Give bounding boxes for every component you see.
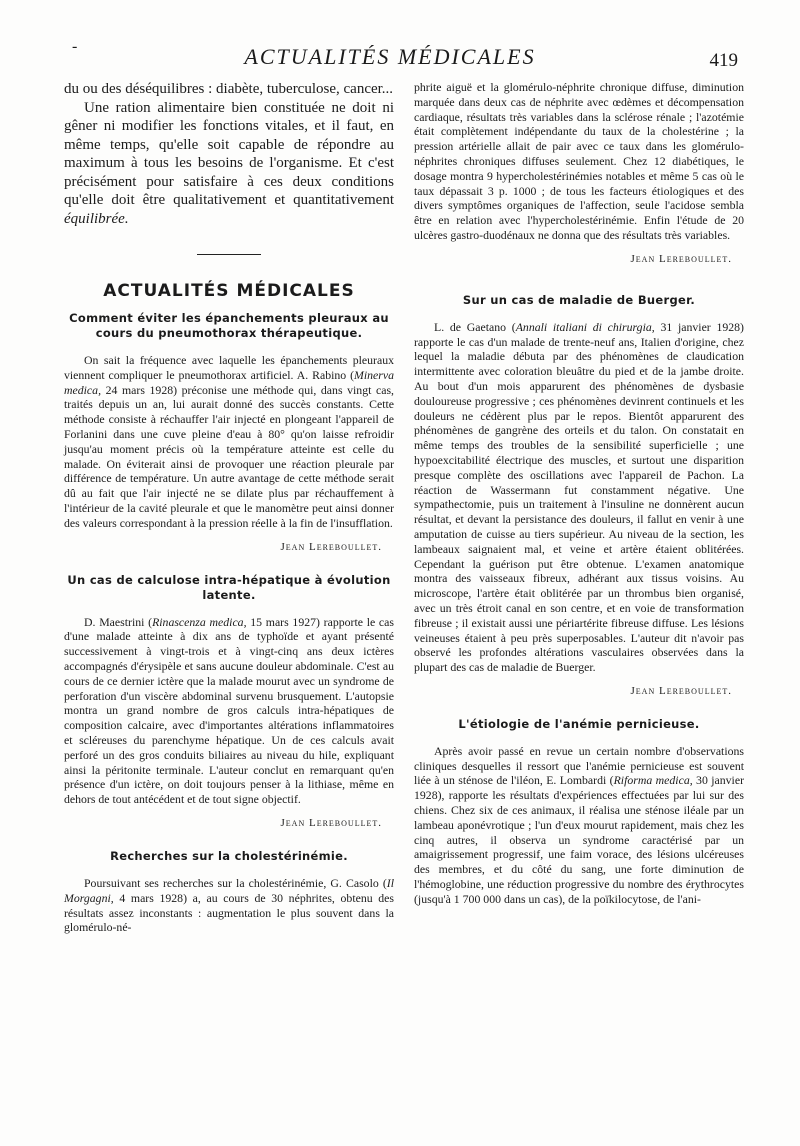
article-pleural (64, 353, 394, 553)
page-number: 419 (709, 50, 738, 71)
article-buerger (414, 320, 744, 697)
author-signature: Jean Lereboullet. (630, 252, 732, 265)
article-cholesterinemie-continued (414, 80, 744, 265)
left-column (64, 80, 394, 935)
header-mark: - (72, 38, 78, 55)
article-anemie (414, 744, 744, 907)
article-title-anemie: L'étiologie de l'anémie pernicieuse. (458, 716, 700, 731)
article-cholesterinemie-body: Poursuivant ses recherches sur la cholestérinémie, G. Casolo (Il Morgagni, 4 mars 1928) a, au cours de 30 néphrites, obtenu des résultats assez inconstants : augmentation le plus souvent dans la glomérulo-né- (64, 875, 394, 935)
intro-paragraph-2: Une ration alimentaire bien constituée ne doit ni gêner ni modifier les fonctions vitales, et il faut, en même temps, qu'elle soit capable de répondre au maximum à tous les besoins de l'organisme. Et c'est précisément pour satisfaire à ces deux conditions qu'elle doit être qualitativement et quantitativement équilibrée. (64, 99, 394, 227)
section-main-heading: ACTUALITÉS MÉDICALES (103, 281, 355, 301)
intro-paragraph-1: du ou des déséquilibres : diabète, tuberculose, cancer... (64, 81, 394, 97)
article-title-pleural: Comment éviter les épanchements pleuraux au cours du pneumothorax thérapeutique. (69, 311, 389, 340)
article-buerger-body: L. de Gaetano (Annali italiani di chirurgia, 31 janvier 1928) rapporte le cas d'un malade de trente-neuf ans, Italien d'origine, chez lequel la maladie débuta par des phénomènes de claudication intermittente avec coloration bleuâtre du pied et de la jambe droite. Au bout d'un mois apparurent des phénomènes de dysbasie douloureuse progressive ; ces phénomènes devinrent continuels et les douleurs ne cédèrent plus par le repos. Bientôt apparurent des phénomènes de gangrène des orteils et du talon. On constatait en même temps des troubles de la sensibilité superficielle ; une hypoexcitabilité électrique des muscles, et surtout une disparition presque complète des oscillations avec l'appareil de Pachon. La réaction de Wassermann fut constamment négative. Une sympathectomie, puis un traitement à l'insuline ne donnèrent aucun résultat, et devant la persistance des douleurs, il fallut en venir à une amputation de cuisse au tiers supérieur. Au niveau de la section, les lambeaux saignaient mal, et veine et artère étaient oblitérées. Cependant la guérison put être obtenue. L'examen anatomique montra des vaisseaux fibreux, adhérant aux tissus voisins. Au microscope, l'artère était oblitérée par un thrombus bien organisé, avec un très étroit canal en son centre, et en voie de transformation fibreuse ; il existait aussi une périartérite fibreuse diffuse. Les lésions veineuses étaient à peu près superposables. L'auteur dit n'avoir pas observé les profondes altérations vasculaires observées dans la plupart des cas de maladie de Buerger. (414, 319, 744, 675)
article-cholesterinemie (64, 876, 394, 935)
article-calculose-body: D. Maestrini (Rinascenza medica, 15 mars 1927) rapporte le cas d'une malade atteinte à dix ans de typhoïde et ayant présenté successivement à vingt-trois et à vingt-cinq ans deux ictères accompagnés d'érysipèle et sans aucune douleur abdominale. C'est au cours de ce dernier ictère que la malade mourut avec un syndrome de perforation d'un viscère abdominal survenu brusquement. L'autopsie montra un grand nombre de gros calculs intra-hépatiques de composition calcaire, avec d'importantes altérations inflammatoires et scléreuses du parenchyme hépatique. Un de ces calculs avait perforé un des gros conduits biliaires au niveau du hile, expliquant ainsi la péritonite terminale. L'auteur conclut en remarquant qu'en présence d'un ictère, on doit toujours penser à la lithiase, même en dehors de tout antécédent et de tout signe objectif. (64, 614, 394, 807)
article-cholesterinemie-continued-body: phrite aiguë et la glomérulo-néphrite chronique diffuse, diminution marquée dans deux cas de néphrite avec œdèmes et décompensation cardiaque, résultats très variables dans la sclérose rénale ; l'azotémie était complètement indépendante du taux de la cholestérine ; la pression artérielle allait de pair avec ce taux dans les glomérulo-néphrites chroniques diffuses seulement. Chez 12 diabétiques, le dosage montra 9 hypercholestérinémies notables et même 5 cas où le taux dépassait 3 p. 1000 ; de tous les facteurs étiologiques et des divers symptômes organiques de l'affection, seule l'acidose sembla être en relation avec l'hypercholestérinémie. Enfin l'étude de 20 ulcères gastro-duodénaux ne donna que des résultats très variables. (414, 80, 744, 242)
right-column (414, 80, 744, 907)
author-signature: Jean Lereboullet. (280, 816, 382, 829)
article-title-cholesterinemie: Recherches sur la cholestérinémie. (110, 848, 348, 863)
intro-section (64, 80, 394, 228)
author-signature: Jean Lereboullet. (630, 684, 732, 697)
article-title-calculose: Un cas de calculose intra-hépatique à évolution latente. (67, 572, 391, 602)
article-title-buerger: Sur un cas de maladie de Buerger. (462, 292, 696, 307)
author-signature: Jean Lereboullet. (280, 540, 382, 553)
article-anemie-body: Après avoir passé en revue un certain nombre d'observations cliniques desquelles il ressort que l'anémie pernicieuse est souvent liée à un sténose de l'iléon, E. Lombardi (Riforma medica, 30 janvier 1928), rapporte les résultats d'expériences effectuées par lui sur des chiens. Chez six de ces animaux, il réalisa une sténose iléale par un lambeau aponévrotique ; l'un d'eux mourut rapidement, mais chez les cinq autres, il observa un syndrome caractérisé par un amaigrissement progressif, une faim vorace, des lésions ulcéreuses des membres, et du côté du sang, une forte diminution de l'hémoglobine, une réduction progressive du nombre des érythrocytes (jusqu'à 1 700 000 dans un cas), de la poïkilocytose, de l'ani- (414, 743, 745, 906)
article-pleural-body: On sait la fréquence avec laquelle les épanchements pleuraux viennent compliquer le pneumothorax artificiel. A. Rabino (Minerva medica, 24 mars 1928) préconise une méthode qui, dans vingt cas, traités depuis un an, lui aurait donné des succès constants. Cette méthode consiste à réchauffer l'air injecté en plongeant l'appareil de Forlanini dans une cuve pleine d'eau à 80° qu'on laisse refroidir jusqu'au moment précis où la température atteinte est celle du malade. On éviterait ainsi de provoquer une réaction pleurale par différence de température. Un autre avantage de cette méthode serait dû au fait que l'air injecté ne se dilate plus par réchauffement à l'intérieur de la cavité pleurale et que le manomètre peut ainsi donner des valeurs correspondant à la pression réelle à la fin de l'insufflation. (64, 353, 394, 530)
running-head: ACTUALITÉS MÉDICALES (244, 44, 536, 69)
article-calculose (64, 615, 394, 829)
